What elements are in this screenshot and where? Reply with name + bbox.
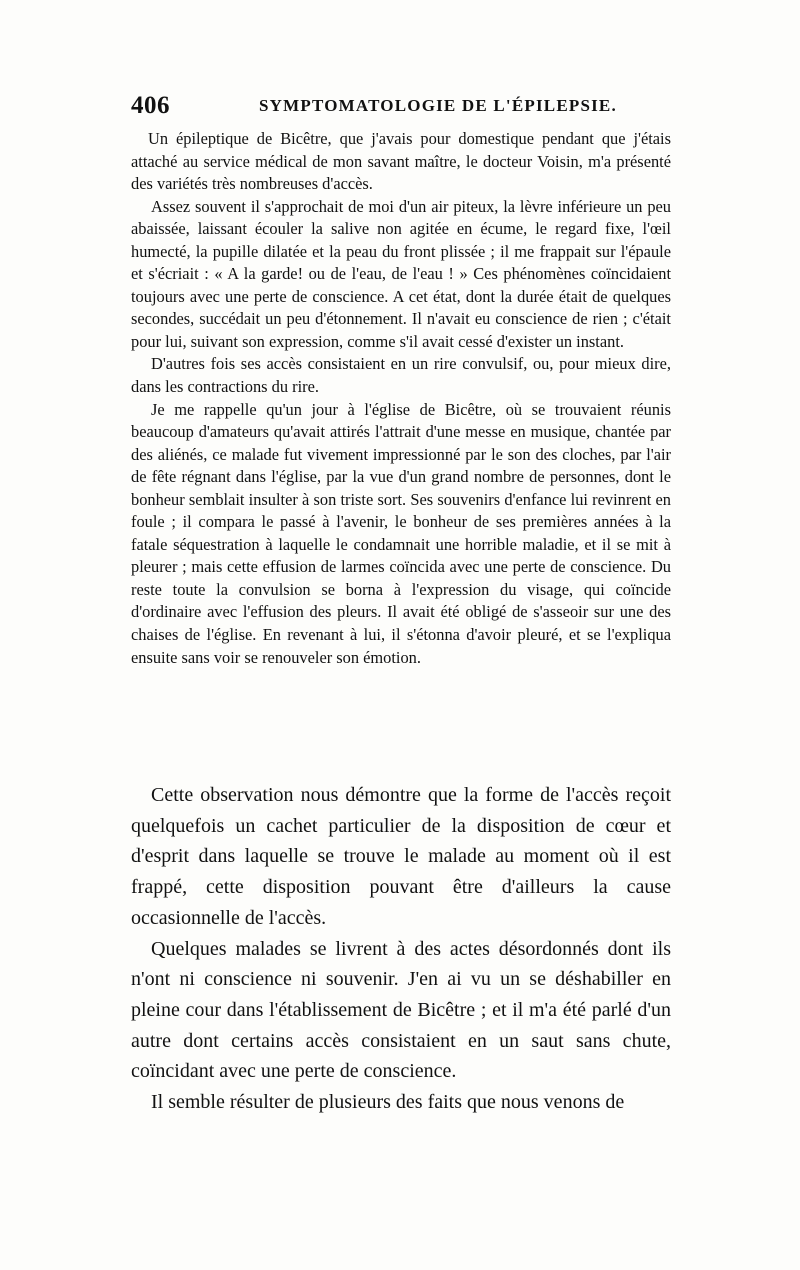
- running-title: SYMPTOMATOLOGIE DE L'ÉPILEPSIE.: [259, 96, 617, 115]
- page-header: [131, 92, 671, 120]
- observation-text: [131, 128, 671, 669]
- paragraph: Cette observation nous démontre que la forme de l'accès reçoit quelquefois un cachet particulier de la disposition de cœur et d'esprit dans laquelle se trouve le malade au moment où il est frappé, cette disposition pouvant être d'ailleurs la cause occasionnelle de l'accès.: [131, 784, 671, 929]
- paragraph: Il semble résulter de plusieurs des faits que nous venons de: [151, 1091, 625, 1114]
- page-number: 406: [131, 92, 170, 119]
- paragraph: D'autres fois ses accès consistaient en un rire convulsif, ou, pour mieux dire, dans les contractions du rire.: [131, 354, 671, 397]
- paragraph: Assez souvent il s'approchait de moi d'un air piteux, la lèvre inférieure un peu abaissée, laissant écouler la salive non agitée en écume, le regard fixe, l'œil humecté, la pupille dilatée et la peau du front plissée ; il me frappait sur l'épaule et s'écriait : « A la garde! ou de l'eau, de l'eau ! » Ces phénomènes coïncidaient toujours avec une perte de conscience. A cet état, dont la durée était de quelques secondes, succédait un peu d'étonnement. Il n'avait eu conscience de rien ; c'était pour lui, suivant son expression, comme s'il avait cessé d'exister un instant.: [131, 196, 671, 351]
- paragraph: Un épileptique de Bicêtre, que j'avais pour domestique pendant que j'étais attaché au service médical de mon savant maître, le docteur Voisin, m'a présenté des variétés très nombreuses d'accès.: [131, 129, 671, 194]
- paragraph: Je me rappelle qu'un jour à l'église de Bicêtre, où se trouvaient réunis beaucoup d'amateurs qu'avait attirés l'attrait d'une messe en musique, chantée par des aliénés, ce malade fut vivement impressionné par le son des cloches, par l'air de fête régnant dans l'église, par la vue d'un grand nombre de personnes, dont le bonheur semblait insulter à son triste sort. Ses souvenirs d'enfance lui revinrent en foule ; il compara le passé à l'avenir, le bonheur de ses premières années à la fatale séquestration à laquelle le condamnait une horrible maladie, et il se mit à pleurer ; mais cette effusion de larmes coïncida avec une perte de conscience. Du reste toute la convulsion se borna à l'expression du visage, qui coïncide d'ordinaire avec l'effusion des pleurs. Il avait été obligé de s'asseoir sur une des chaises de l'église. En revenant à lui, il s'étonna d'avoir pleuré, et se l'expliqua ensuite sans voir se renouveler son émotion.: [131, 399, 671, 667]
- paragraph: Quelques malades se livrent à des actes désordonnés dont ils n'ont ni conscience ni souvenir. J'en ai vu un se déshabiller en pleine cour dans l'établissement de Bicêtre ; et il m'a été parlé d'un autre dont certains accès consistaient en un saut sans chute, coïncidant avec une perte de conscience.: [131, 937, 671, 1083]
- commentary-text: [131, 780, 671, 1118]
